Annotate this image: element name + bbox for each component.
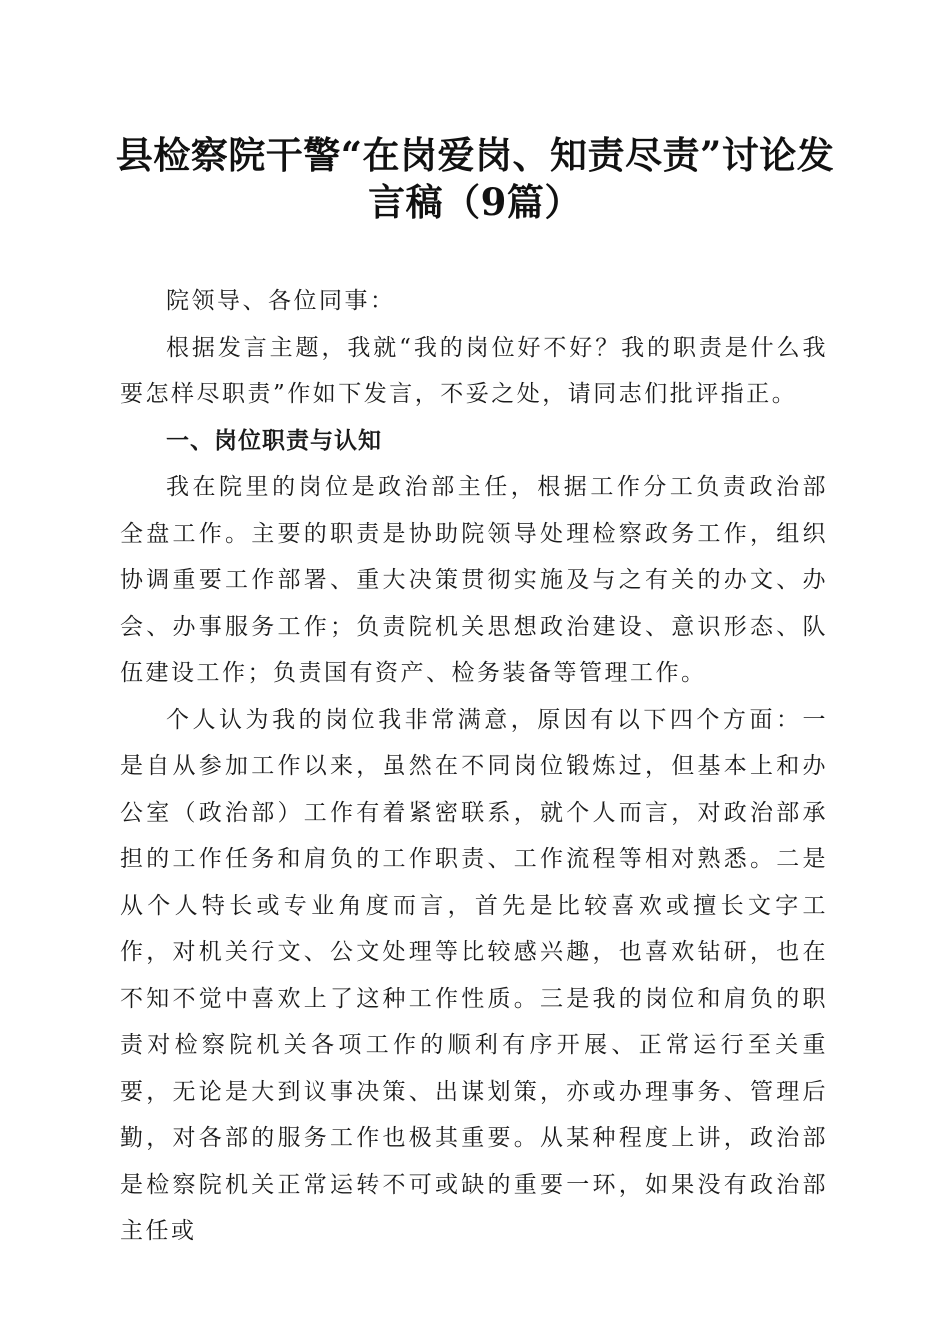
title-line-2: 言稿（9篇） xyxy=(368,180,582,224)
document-title xyxy=(100,132,850,226)
body-paragraph: 个人认为我的岗位我非常满意，原因有以下四个方面：一是自从参加工作以来，虽然在不同岗位锻炼过，但基本上和办公室（政治部）工作有着紧密联系，就个人而言，对政治部承担的工作任务和肩负的工作职责、工作流程等相对熟悉。二是从个人特长或专业角度而言，首先是比较喜欢或擅长文字工作，对机关行文、公文处理等比较感兴趣，也喜欢钻研，也在不知不觉中喜欢上了这种工作性质。三是我的岗位和肩负的职责对检察院机关各项工作的顺利有序开展、正常运行至关重要，无论是大到议事决策、出谋划策，亦或办理事务、管理后勤，对各部的服务工作也极其重要。从某种程度上讲，政治部是检察院机关正常运转不可或缺的重要一环，如果没有政治部主任或 xyxy=(120,706,828,1244)
salutation: 院领导、各位同事： xyxy=(166,288,396,314)
section-heading: 一、岗位职责与认知 xyxy=(166,427,382,454)
title-line-1: 县检察院干警“在岗爱岗、知责尽责”讨论发 xyxy=(115,133,835,177)
document-body xyxy=(120,278,828,1255)
body-paragraph: 我在院里的岗位是政治部主任，根据工作分工负责政治部全盘工作。主要的职责是协助院领导处理检察政务工作，组织协调重要工作部署、重大决策贯彻实施及与之有关的办文、办会、办事服务工作；负责院机关思想政治建设、意识形态、队伍建设工作；负责国有资产、检务装备等管理工作。 xyxy=(120,474,828,686)
intro-paragraph: 根据发言主题，我就“我的岗位好不好？我的职责是什么我要怎样尽职责”作如下发言，不妥之处，请同志们批评指正。 xyxy=(120,334,828,407)
